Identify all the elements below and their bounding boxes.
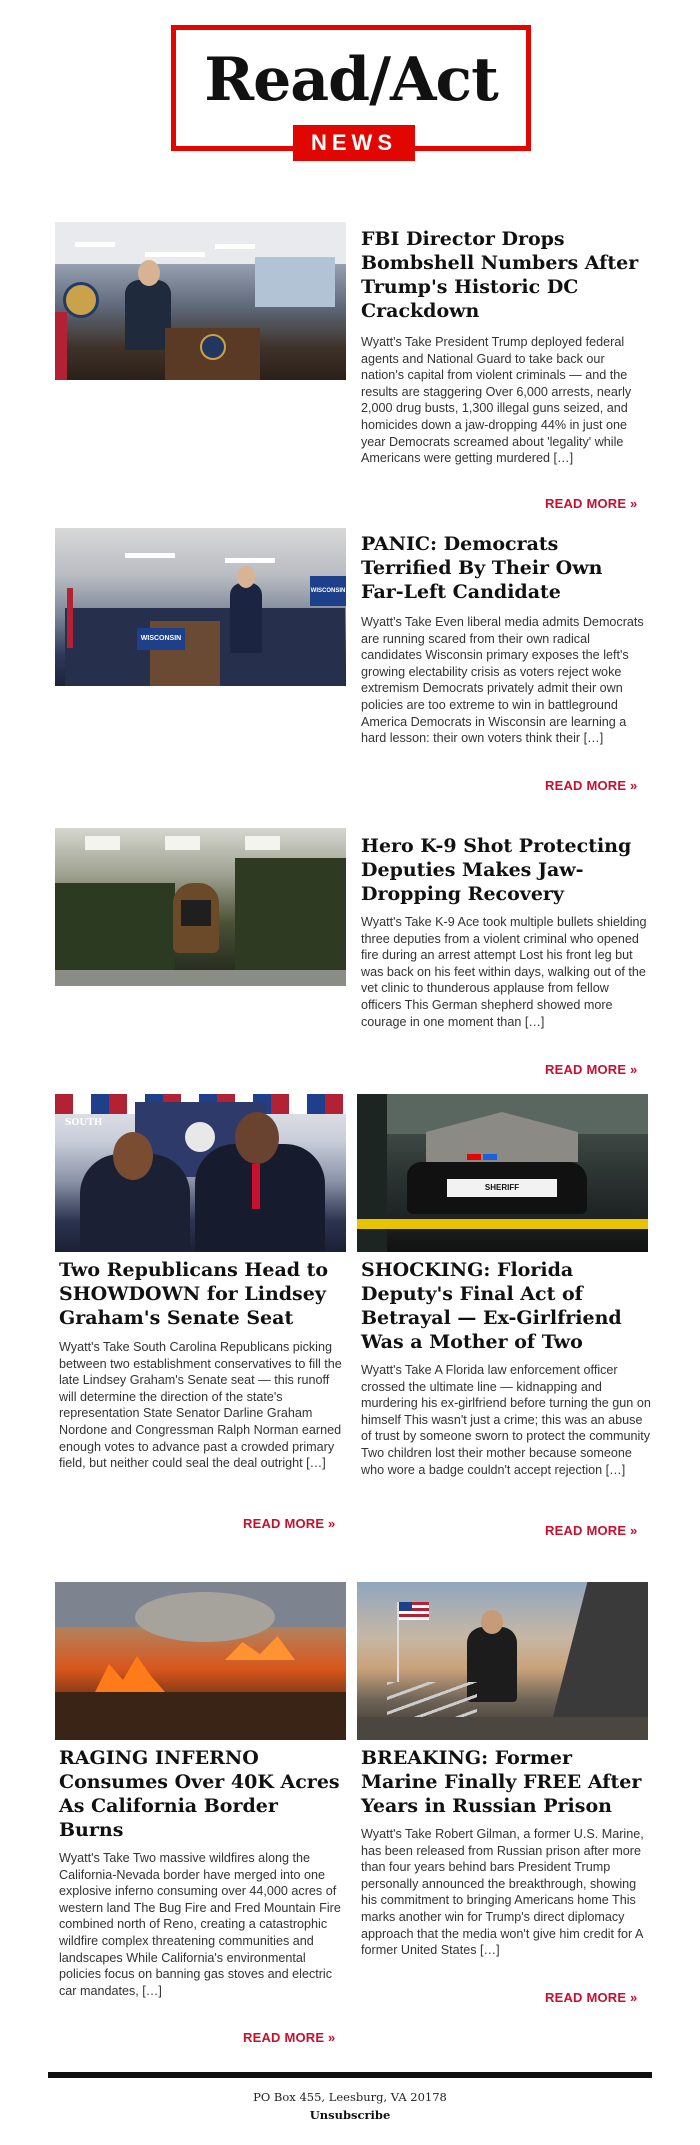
read-more-link[interactable]: READ MORE »	[545, 496, 638, 511]
sign-label: WISCONSIN	[310, 576, 346, 606]
article-headline[interactable]: FBI Director Drops Bombshell Numbers After Trump's Historic DC Crackdown	[361, 228, 639, 322]
read-more-link[interactable]: READ MORE »	[243, 1516, 336, 1531]
read-more-link[interactable]: READ MORE »	[545, 1062, 638, 1077]
article-headline[interactable]: PANIC: Democrats Terrified By Their Own Far-Left Candidate	[361, 533, 603, 603]
article-summary: Wyatt's Take South Carolina Republicans picking between two establishment conservatives to fill the late Lindsey Graham's Senate seat — this runoff will determine the direction of the state's representation State Senator Darline Graham Nordone and Congressman Ralph Norman earned enough votes to advance past a crowded primary field, but neither could seal the deal outright […]	[59, 1340, 342, 1471]
article-headline[interactable]: Hero K-9 Shot Protecting Deputies Makes Jaw-Dropping Recovery	[361, 835, 632, 905]
article-summary: Wyatt's Take A Florida law enforcement officer crossed the ultimate line — kidnapping and murdering his ex-girlfriend before turning the gun on himself This wasn't just a crime; this was an abuse of trust by someone sworn to protect the community Two children lost their mother because someone who wore a badge couldn't accept rejection […]	[361, 1363, 651, 1477]
article-summary: Wyatt's Take K-9 Ace took multiple bullets shielding three deputies from a violent criminal who opened fire during an arrest attempt Lost his front leg but was back on his feet within days, walking out of the vet clinic to thunderous applause from fellow officers This German shepherd showed more courage in one moment than […]	[361, 915, 647, 1029]
logo-title: Read/Act	[204, 45, 498, 115]
article-image-marine[interactable]	[357, 1582, 648, 1740]
footer-divider	[48, 2072, 652, 2078]
read-more-link[interactable]: READ MORE »	[545, 778, 638, 793]
logo[interactable]	[171, 25, 531, 155]
read-more-link[interactable]: READ MORE »	[243, 2030, 336, 2045]
banner-label: SOUTH	[65, 1118, 103, 1128]
footer-address: PO Box 455, Leesburg, VA 20178	[253, 2090, 447, 2104]
article-image-senate[interactable]	[55, 1094, 346, 1252]
car-label: SHERIFF	[484, 1183, 520, 1192]
article-headline[interactable]: RAGING INFERNO Consumes Over 40K Acres As California Border Burns	[59, 1747, 340, 1841]
article-summary: Wyatt's Take President Trump deployed federal agents and National Guard to take back our nation's capital from violent criminals — and the results are staggering Over 6,000 arrests, nearly 2,000 drug busts, 1,300 illegal guns seized, and homicides down a jaw-dropping 44% in just one year Democrats screamed about 'legality' while Americans were getting murdered […]	[361, 335, 632, 466]
article-image-k9[interactable]	[55, 828, 346, 986]
article-summary: Wyatt's Take Two massive wildfires along the California-Nevada border have merged into one explosive inferno consuming over 44,000 acres of western land The Bug Fire and Fred Mountain Fire combined north of Reno, creating a catastrophic wildfire complex threatening communities and landscapes While California's environmental policies focus on banning gas stoves and electric car mandates, […]	[59, 1851, 341, 1998]
article-headline[interactable]: SHOCKING: Florida Deputy's Final Act of Betrayal — Ex-Girlfriend Was a Mother of Two	[361, 1259, 622, 1353]
article-image-fbi[interactable]	[55, 222, 346, 380]
article-image-florida[interactable]	[357, 1094, 648, 1252]
article-summary: Wyatt's Take Even liberal media admits Democrats are running scared from their own radical candidates Wisconsin primary exposes the left's growing electability crisis as voters reject woke extremism Democrats privately admit their own policies are too extreme to win in battleground America Democrats in Wisconsin are learning a hard lesson: their own voters think their […]	[361, 615, 644, 746]
read-more-link[interactable]: READ MORE »	[545, 1990, 638, 2005]
article-summary: Wyatt's Take Robert Gilman, a former U.S. Marine, has been released from Russian prison after more than four years behind bars President Trump personally announced the breakthrough, showing his commitment to bringing Americans home This marks another win for Trump's direct diplomacy approach that the media won't give him credit for A former United States […]	[361, 1827, 644, 1958]
unsubscribe-link[interactable]: Unsubscribe	[309, 2108, 391, 2122]
read-more-link[interactable]: READ MORE »	[545, 1523, 638, 1538]
article-image-panic[interactable]	[55, 528, 346, 686]
article-headline[interactable]: BREAKING: Former Marine Finally FREE After Years in Russian Prison	[361, 1747, 642, 1817]
article-image-wildfire[interactable]	[55, 1582, 346, 1740]
sign-label: WISCONSIN	[137, 628, 185, 650]
article-headline[interactable]: Two Republicans Head to SHOWDOWN for Lindsey Graham's Senate Seat	[59, 1259, 329, 1329]
logo-subtitle: NEWS	[293, 125, 415, 161]
